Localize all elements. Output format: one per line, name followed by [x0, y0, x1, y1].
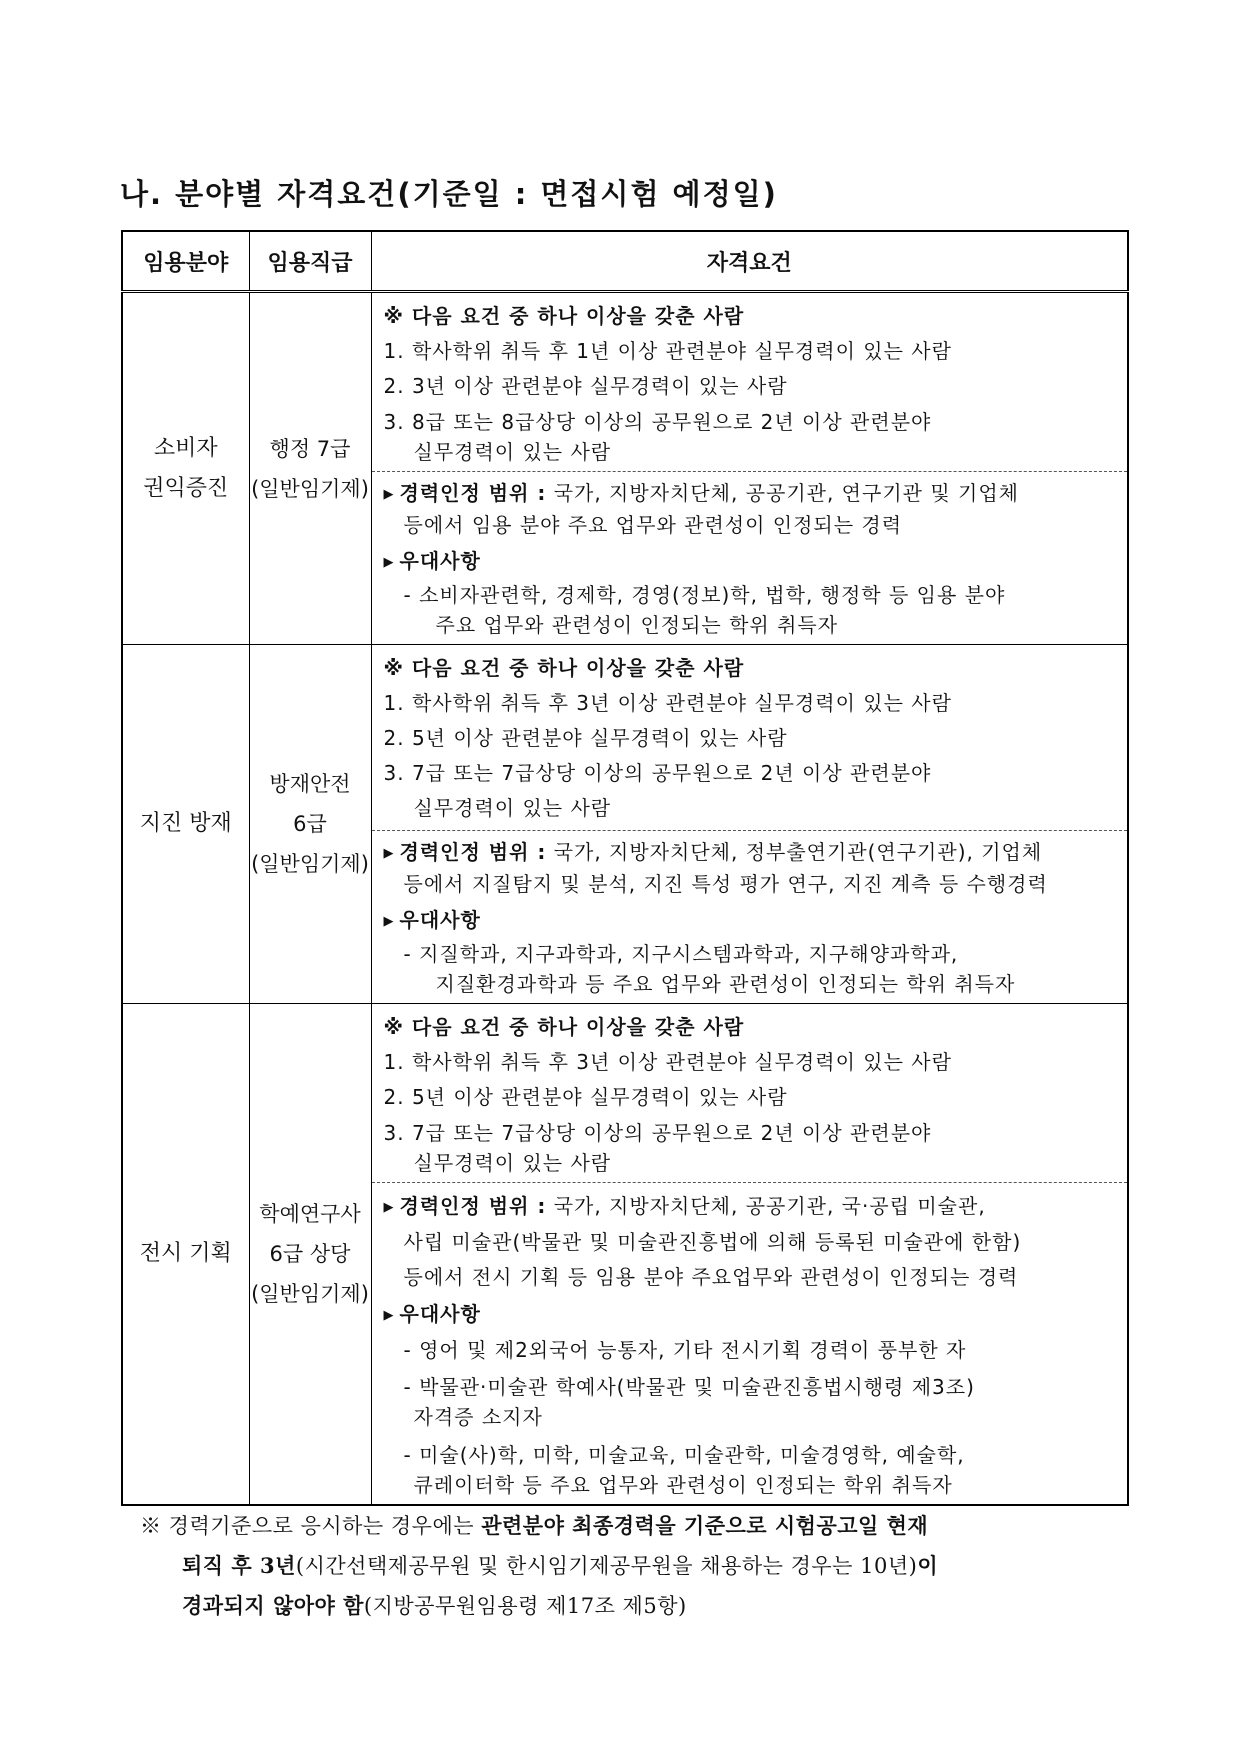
preference-label: 우대사항	[399, 908, 481, 932]
career-text: 국가, 지방자치단체, 정부출연기관(연구기관), 기업체	[553, 840, 1043, 864]
page-heading: 나. 분야별 자격요건(기준일 : 면접시험 예정일)	[120, 177, 778, 211]
preference-item: - 지질학과, 지구과학과, 지구시스템과학과, 지구해양과학과,	[403, 942, 959, 966]
triangle-bullet-icon: ▶	[383, 846, 395, 861]
triangle-bullet-icon: ▶	[383, 1200, 395, 1215]
career-text-cont: 사립 미술관(박물관 및 미술관진흥법에 의해 등록된 미술관에 한함)	[403, 1230, 1022, 1254]
requirement-note: ※ 다음 요건 중 하나 이상을 갖춘 사람	[383, 304, 745, 328]
career-and-preference	[372, 1182, 1128, 1504]
career-and-preference	[372, 471, 1128, 644]
preference-item: - 박물관·미술관 학예사(박물관 및 미술관진흥법시행령 제3조)	[403, 1375, 975, 1399]
requirement-note: ※ 다음 요건 중 하나 이상을 갖춘 사람	[383, 656, 745, 680]
preference-item-cont: 주요 업무와 관련성이 인정되는 학위 취득자	[435, 613, 839, 637]
requirement-item: 3. 7급 또는 7급상당 이상의 공무원으로 2년 이상 관련분야	[383, 1121, 932, 1145]
footnote	[140, 1506, 1130, 1626]
header-field: 임용분야	[122, 231, 249, 292]
grade-label: 행정 7급	[269, 436, 351, 461]
preference-label: 우대사항	[399, 549, 481, 573]
requirement-item: 3. 7급 또는 7급상당 이상의 공무원으로 2년 이상 관련분야	[383, 761, 932, 785]
preference-item: - 영어 및 제2외국어 능통자, 기타 전시기획 경력이 풍부한 자	[403, 1338, 967, 1362]
preference-label: 우대사항	[399, 1302, 481, 1326]
career-text: 국가, 지방자치단체, 공공기관, 연구기관 및 기업체	[553, 481, 1019, 505]
footnote-emphasis: 이	[917, 1553, 939, 1578]
requirement-item: 1. 학사학위 취득 후 3년 이상 관련분야 실무경력이 있는 사람	[383, 691, 952, 715]
preference-item-cont: 큐레이터학 등 주요 업무와 관련성이 인정되는 학위 취득자	[413, 1473, 953, 1497]
requirement-item: 2. 5년 이상 관련분야 실무경력이 있는 사람	[383, 1085, 788, 1109]
grade-label: (일반임기제)	[251, 1282, 369, 1306]
preference-item: - 미술(사)학, 미학, 미술교육, 미술관학, 미술경영학, 예술학,	[403, 1443, 965, 1467]
footnote-text: (지방공무원임용령 제17조 제5항)	[363, 1594, 687, 1618]
grade-label: 방재안전	[269, 772, 351, 796]
basic-requirements	[372, 645, 1128, 830]
career-label: 경력인정 범위 :	[399, 1194, 547, 1218]
grade-cell	[249, 645, 371, 1004]
triangle-bullet-icon: ▶	[383, 914, 395, 929]
field-label: 지진 방재	[139, 811, 232, 836]
career-and-preference	[372, 830, 1128, 1003]
career-text: 국가, 지방자치단체, 공공기관, 국·공립 미술관,	[553, 1194, 986, 1218]
grade-label: 6급 상당	[269, 1242, 351, 1266]
field-label: 권익증진	[143, 475, 229, 501]
requirement-item: 3. 8급 또는 8급상당 이상의 공무원으로 2년 이상 관련분야	[383, 410, 932, 434]
requirement-note: ※ 다음 요건 중 하나 이상을 갖춘 사람	[383, 1015, 745, 1039]
table-row	[122, 645, 1128, 1004]
field-cell	[122, 1004, 249, 1506]
requirements-cell	[371, 292, 1128, 645]
basic-requirements	[372, 293, 1128, 471]
table-header-row	[122, 231, 1128, 292]
preference-item-cont: 자격증 소지자	[413, 1405, 543, 1429]
requirement-item: 2. 3년 이상 관련분야 실무경력이 있는 사람	[383, 374, 788, 398]
field-cell	[122, 645, 249, 1004]
basic-requirements	[372, 1004, 1128, 1182]
triangle-bullet-icon: ▶	[383, 555, 395, 570]
footnote-emphasis: 관련분야 최종경력을 기준으로 시험공고일 현재	[481, 1513, 929, 1538]
career-label: 경력인정 범위 :	[399, 840, 547, 864]
requirement-item-cont: 실무경력이 있는 사람	[413, 796, 612, 820]
header-requirements: 자격요건	[371, 231, 1128, 292]
requirement-item: 2. 5년 이상 관련분야 실무경력이 있는 사람	[383, 726, 788, 750]
triangle-bullet-icon: ▶	[383, 487, 395, 502]
footnote-emphasis: 퇴직 후 3년	[182, 1553, 296, 1578]
grade-cell	[249, 1004, 371, 1506]
triangle-bullet-icon: ▶	[383, 1308, 395, 1323]
requirement-item: 1. 학사학위 취득 후 1년 이상 관련분야 실무경력이 있는 사람	[383, 339, 952, 363]
career-text-cont: 등에서 지질탐지 및 분석, 지진 특성 평가 연구, 지진 계측 등 수행경력	[403, 872, 1048, 896]
preference-item: - 소비자관련학, 경제학, 경영(정보)학, 법학, 행정학 등 임용 분야	[403, 583, 1006, 607]
requirements-table	[121, 230, 1129, 1506]
field-label: 소비자	[153, 435, 218, 461]
grade-label: 6급	[293, 812, 327, 836]
header-grade: 임용직급	[249, 231, 371, 292]
grade-label: (일반임기제)	[251, 852, 369, 876]
requirement-item-cont: 실무경력이 있는 사람	[413, 440, 612, 464]
footnote-emphasis: 경과되지 않아야 함	[182, 1593, 364, 1618]
career-text-cont: 등에서 전시 기획 등 임용 분야 주요업무와 관련성이 인정되는 경력	[403, 1265, 1019, 1289]
career-label: 경력인정 범위 :	[399, 481, 547, 505]
footnote-text: ※ 경력기준으로 응시하는 경우에는	[140, 1514, 482, 1538]
requirements-cell	[371, 645, 1128, 1004]
requirement-item: 1. 학사학위 취득 후 3년 이상 관련분야 실무경력이 있는 사람	[383, 1050, 952, 1074]
requirement-item-cont: 실무경력이 있는 사람	[413, 1151, 612, 1175]
career-text-cont: 등에서 임용 분야 주요 업무와 관련성이 인정되는 경력	[403, 513, 903, 537]
field-label: 전시 기획	[139, 1241, 232, 1266]
requirements-cell	[371, 1004, 1128, 1506]
table-row	[122, 292, 1128, 645]
field-cell	[122, 292, 249, 645]
footnote-text: (시간선택제공무원 및 한시임기제공무원을 채용하는 경우는 10년)	[295, 1554, 918, 1578]
grade-cell	[249, 292, 371, 645]
grade-label: 학예연구사	[259, 1202, 361, 1226]
table-row	[122, 1004, 1128, 1506]
preference-item-cont: 지질환경과학과 등 주요 업무와 관련성이 인정되는 학위 취득자	[435, 972, 1016, 996]
grade-label: (일반임기제)	[251, 476, 369, 501]
